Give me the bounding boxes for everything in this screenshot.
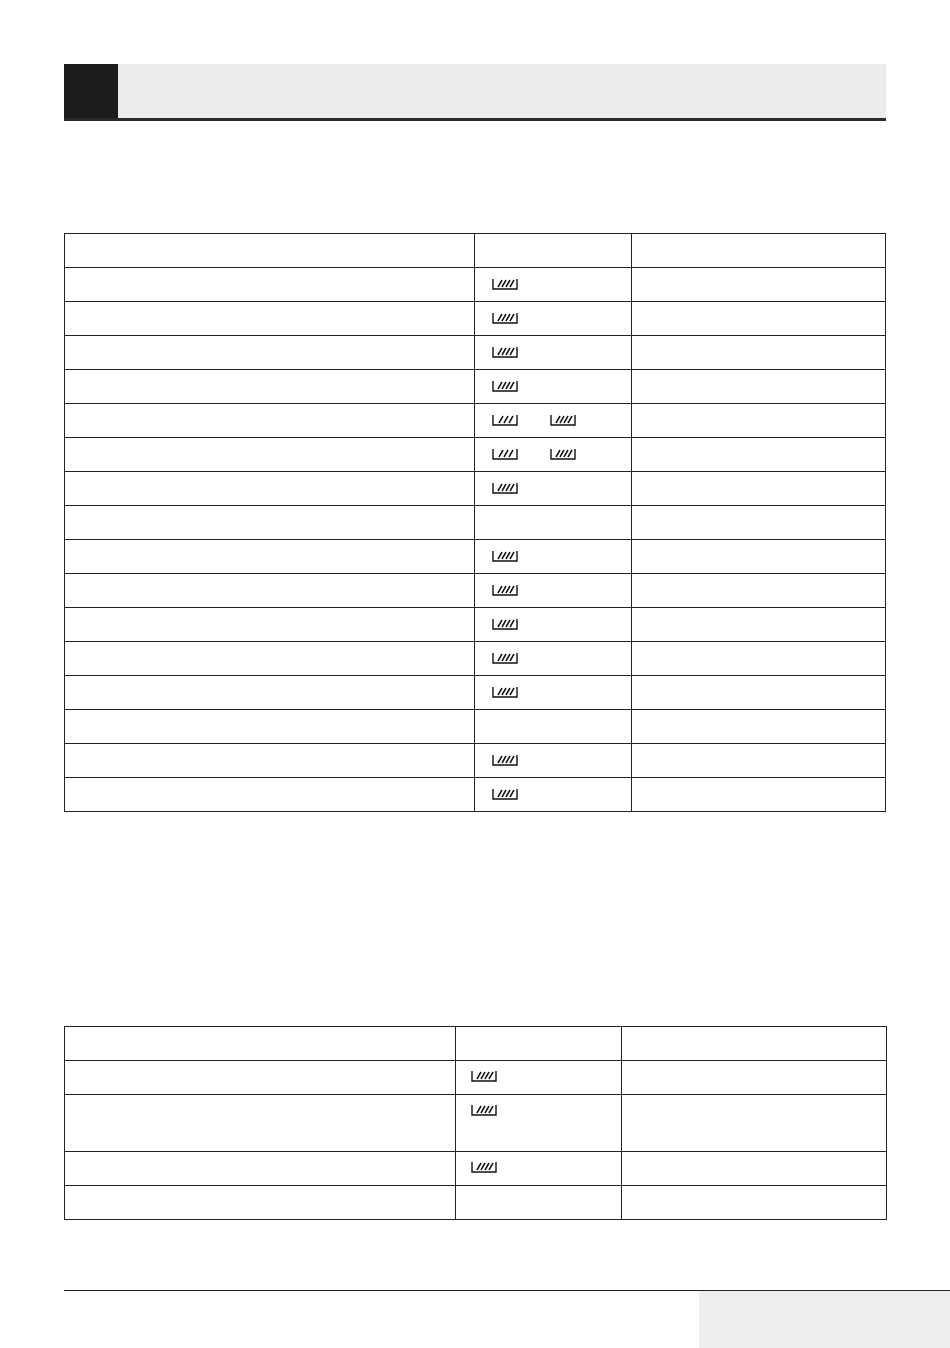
table-2-cell xyxy=(65,1061,456,1095)
steam-tray-icon xyxy=(549,413,577,427)
table-1-cell xyxy=(475,234,632,268)
steam-tray-icon xyxy=(491,311,519,325)
icon-group xyxy=(475,744,631,767)
table-1-body xyxy=(65,234,886,812)
table-1-row xyxy=(65,574,886,608)
section-header-band xyxy=(64,64,886,118)
table-2-cell xyxy=(456,1186,622,1220)
table-1-cell xyxy=(632,234,886,268)
steam-tray-icon xyxy=(491,277,519,291)
steam-tray-icon xyxy=(491,617,519,631)
icon-group xyxy=(475,574,631,597)
table-1-cell xyxy=(475,370,632,404)
table-2-cell xyxy=(622,1061,887,1095)
table-1-cell xyxy=(65,336,475,370)
table-1-row xyxy=(65,642,886,676)
table-1-row xyxy=(65,744,886,778)
table-1-cell xyxy=(475,438,632,472)
table-1-row xyxy=(65,710,886,744)
table-1-cell xyxy=(65,642,475,676)
table-1-row xyxy=(65,268,886,302)
table-1-cell xyxy=(65,540,475,574)
icon-group xyxy=(475,336,631,359)
table-1-cell xyxy=(475,472,632,506)
table-1-cell xyxy=(632,268,886,302)
table-1-cell xyxy=(475,778,632,812)
table-1-cell xyxy=(475,642,632,676)
steam-tray-icon xyxy=(470,1069,498,1083)
table-1-cell xyxy=(632,642,886,676)
icon-group xyxy=(475,302,631,325)
table-2-body xyxy=(65,1027,887,1220)
icon-group xyxy=(456,1152,621,1174)
table-1-cell xyxy=(475,608,632,642)
header-rule xyxy=(64,118,886,121)
table-1-row xyxy=(65,370,886,404)
steam-tray-icon xyxy=(491,481,519,495)
icon-group xyxy=(475,642,631,665)
table-2-cell xyxy=(456,1095,622,1152)
icon-group xyxy=(475,778,631,801)
table-1-cell xyxy=(475,336,632,370)
table-1-cell xyxy=(632,336,886,370)
section-number-block xyxy=(64,64,118,118)
table-2-row xyxy=(65,1061,887,1095)
table-1-cell xyxy=(65,404,475,438)
program-table-1 xyxy=(64,233,886,812)
table-2-cell xyxy=(65,1095,456,1152)
table-2-cell xyxy=(622,1152,887,1186)
steam-tray-icon xyxy=(470,1160,498,1174)
table-1-cell xyxy=(632,302,886,336)
table-2-cell xyxy=(622,1186,887,1220)
table-1-cell xyxy=(65,608,475,642)
table-1-cell xyxy=(65,370,475,404)
icon-group xyxy=(475,438,631,461)
steam-tray-icon xyxy=(491,549,519,563)
table-2-row xyxy=(65,1186,887,1220)
table-2-row xyxy=(65,1027,887,1061)
table-1-cell xyxy=(632,438,886,472)
table-1-cell xyxy=(65,778,475,812)
table-1-cell xyxy=(632,404,886,438)
table-1-cell xyxy=(65,676,475,710)
icon-group xyxy=(475,268,631,291)
table-1-row xyxy=(65,438,886,472)
table-1-row xyxy=(65,506,886,540)
steam-tray-icon xyxy=(491,787,519,801)
table-1-row xyxy=(65,540,886,574)
table-1-row xyxy=(65,676,886,710)
icon-group xyxy=(456,1061,621,1083)
table-1-cell xyxy=(65,574,475,608)
table-1-cell xyxy=(65,472,475,506)
table-1-cell xyxy=(475,676,632,710)
steam-tray-icon xyxy=(549,447,577,461)
icon-group xyxy=(475,472,631,495)
icon-group xyxy=(475,404,631,427)
table-2-cell xyxy=(65,1152,456,1186)
table-2-cell xyxy=(65,1027,456,1061)
table-1-cell xyxy=(632,676,886,710)
table-1-cell xyxy=(632,710,886,744)
steam-tray-icon xyxy=(491,583,519,597)
table-1-cell xyxy=(65,302,475,336)
table-1-cell xyxy=(475,506,632,540)
table-1-row xyxy=(65,472,886,506)
table-1-cell xyxy=(475,744,632,778)
icon-group xyxy=(475,540,631,563)
table-1-cell xyxy=(632,540,886,574)
table-2-cell xyxy=(622,1095,887,1152)
icon-group xyxy=(456,1095,621,1117)
table-1-cell xyxy=(65,506,475,540)
icon-group xyxy=(475,370,631,393)
table-1-cell xyxy=(65,438,475,472)
table-1-row xyxy=(65,234,886,268)
table-1-row xyxy=(65,404,886,438)
table-1-cell xyxy=(65,234,475,268)
table-2-row xyxy=(65,1095,887,1152)
steam-tray-low-icon xyxy=(491,447,519,461)
table-2-cell xyxy=(65,1186,456,1220)
icon-group xyxy=(475,608,631,631)
steam-tray-icon xyxy=(491,685,519,699)
table-1-cell xyxy=(475,710,632,744)
table-1-cell xyxy=(475,404,632,438)
table-1-cell xyxy=(475,302,632,336)
table-1-cell xyxy=(65,710,475,744)
table-1-cell xyxy=(632,506,886,540)
table-1-cell xyxy=(632,744,886,778)
table-1-row xyxy=(65,336,886,370)
steam-tray-low-icon xyxy=(491,413,519,427)
table-2-cell xyxy=(456,1152,622,1186)
steam-tray-icon xyxy=(491,345,519,359)
table-2-cell xyxy=(456,1027,622,1061)
steam-tray-icon xyxy=(470,1103,498,1117)
table-1-row xyxy=(65,302,886,336)
table-2-cell xyxy=(456,1061,622,1095)
table-1-cell xyxy=(65,744,475,778)
table-2-row xyxy=(65,1152,887,1186)
table-1-row xyxy=(65,778,886,812)
table-1-cell xyxy=(632,778,886,812)
table-1-cell xyxy=(632,574,886,608)
table-2-cell xyxy=(622,1027,887,1061)
table-1-cell xyxy=(632,472,886,506)
steam-tray-icon xyxy=(491,651,519,665)
table-1-cell xyxy=(475,540,632,574)
program-table-2 xyxy=(64,1026,887,1220)
steam-tray-icon xyxy=(491,753,519,767)
table-1-cell xyxy=(632,608,886,642)
table-1-row xyxy=(65,608,886,642)
table-1-cell xyxy=(475,574,632,608)
icon-group xyxy=(475,676,631,699)
page-number-box xyxy=(699,1291,950,1348)
table-1-cell xyxy=(65,268,475,302)
table-1-cell xyxy=(632,370,886,404)
table-1-cell xyxy=(475,268,632,302)
steam-tray-icon xyxy=(491,379,519,393)
